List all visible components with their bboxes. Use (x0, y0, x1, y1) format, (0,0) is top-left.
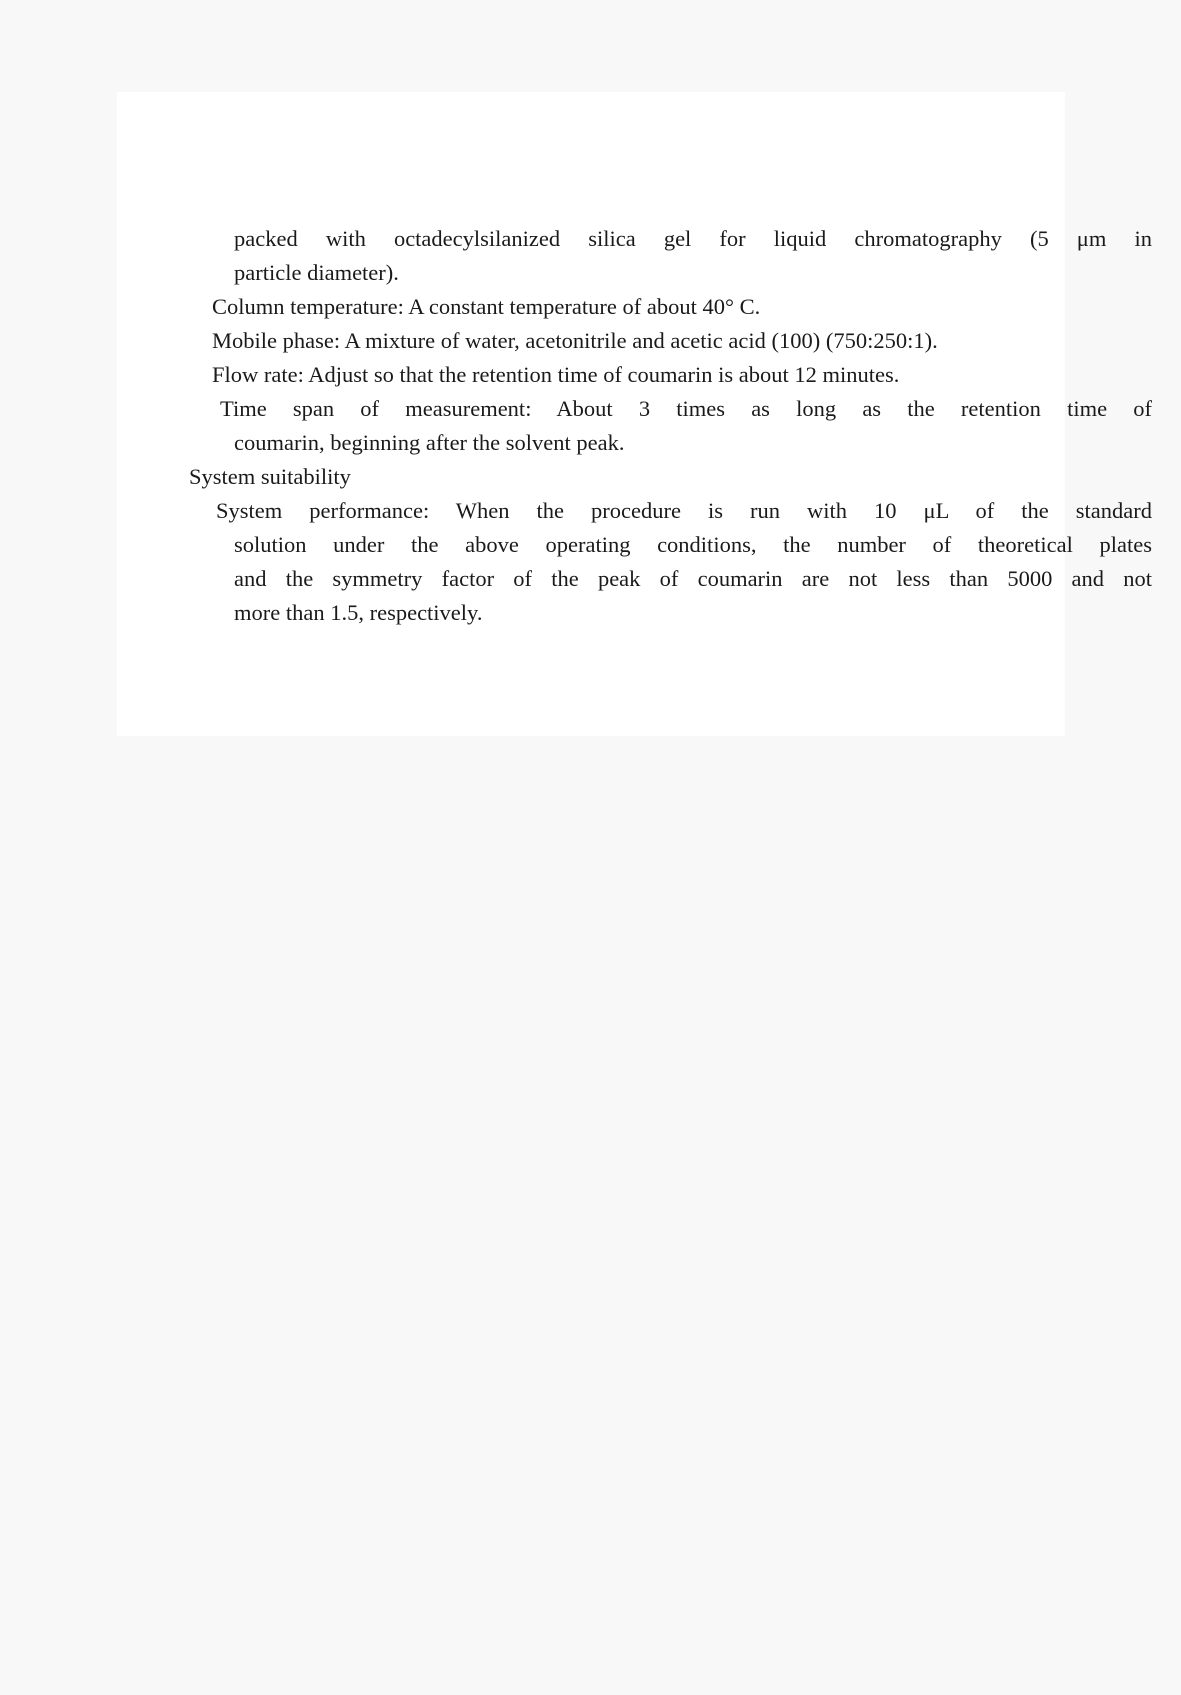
time-span-line-1: Time span of measurement: About 3 times as long as the retention time of (220, 396, 1152, 421)
system-suitability-heading: System suitability (189, 464, 351, 489)
system-performance-line-3: and the symmetry factor of the peak of coumarin are not less than 5000 and not (234, 566, 1152, 591)
system-performance-line-2: solution under the above operating conditions, the number of theoretical plates (234, 532, 1152, 557)
system-performance-line-1: System performance: When the procedure is run with 10 μL of the standard (216, 498, 1152, 523)
document-page (117, 92, 1152, 736)
column-line-1: packed with octadecylsilanized silica gel for liquid chromatography (5 μm in (234, 226, 1152, 251)
column-line-2: particle diameter). (234, 260, 399, 285)
mobile-phase-line: Mobile phase: A mixture of water, acetonitrile and acetic acid (100) (750:250:1). (212, 328, 938, 353)
column-temperature-line: Column temperature: A constant temperature of about 40° C. (212, 294, 761, 319)
time-span-line-2: coumarin, beginning after the solvent peak. (234, 430, 625, 455)
flow-rate-line: Flow rate: Adjust so that the retention time of coumarin is about 12 minutes. (212, 362, 900, 387)
system-performance-line-4: more than 1.5, respectively. (234, 600, 483, 625)
